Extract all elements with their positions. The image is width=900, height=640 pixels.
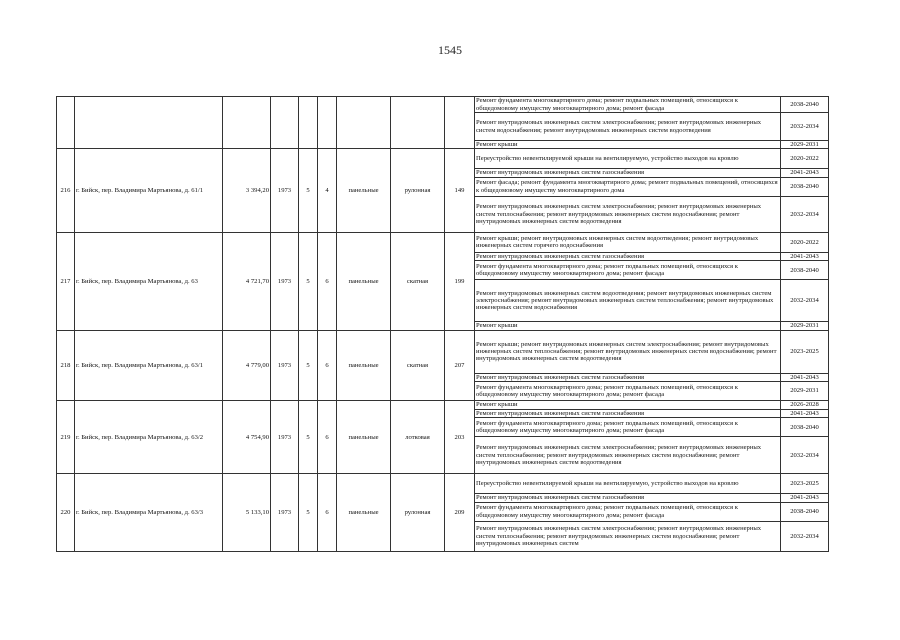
work-description: Ремонт внутридомовых инженерных систем электроснабжения; ремонт внутридомовых инженерных систем теплоснабжения; ремонт внутридомовых инженерных систем водоснабжения; ремонт внутридомовых инженерных систем водоотведения <box>475 437 781 474</box>
construction-year: 1973 <box>271 149 299 232</box>
wall-material: панельные <box>337 232 391 330</box>
empty-cell <box>337 97 391 149</box>
building-address: г. Бийск, пер. Владимира Мартьянова, д. 63/2 <box>75 401 223 474</box>
work-period: 2041-2043 <box>781 373 829 381</box>
work-period: 2032-2034 <box>781 196 829 232</box>
work-period: 2032-2034 <box>781 280 829 322</box>
table-row <box>57 401 829 410</box>
empty-cell <box>445 97 475 149</box>
empty-cell <box>391 97 445 149</box>
work-period: 2029-2031 <box>781 382 829 401</box>
roof-type: скатная <box>391 330 445 400</box>
entrance-count: 4 <box>318 149 337 232</box>
work-description: Ремонт фундамента многоквартирного дома; ремонт подвальных помещений, относящихся к общедомовому имуществу многоквартирного дома; ремонт фасада <box>475 418 781 437</box>
roof-type: скатная <box>391 232 445 330</box>
total-area: 4 721,70 <box>223 232 271 330</box>
work-period: 2020-2022 <box>781 232 829 252</box>
roof-type: рулонная <box>391 149 445 232</box>
floor-count: 5 <box>299 149 318 232</box>
empty-cell <box>271 97 299 149</box>
building-address: г. Бийск, пер. Владимира Мартьянова, д. 63/3 <box>75 474 223 551</box>
work-description: Ремонт внутридомовых инженерных систем газоснабжения <box>475 169 781 177</box>
wall-material: панельные <box>337 149 391 232</box>
construction-year: 1973 <box>271 401 299 474</box>
work-period: 2026-2028 <box>781 401 829 410</box>
wall-material: панельные <box>337 330 391 400</box>
table-row <box>57 330 829 373</box>
floor-count: 5 <box>299 330 318 400</box>
work-period: 2041-2043 <box>781 410 829 418</box>
work-period: 2038-2040 <box>781 418 829 437</box>
table-row <box>57 97 829 113</box>
empty-cell <box>57 97 75 149</box>
work-description: Переустройство невентилируемой крыши на вентилируемую, устройство выходов на кровлю <box>475 474 781 494</box>
wall-material: панельные <box>337 401 391 474</box>
work-period: 2041-2043 <box>781 494 829 502</box>
work-description: Ремонт крыши; ремонт внутридомовых инженерных систем электроснабжения; ремонт внутридомовых инженерных систем теплоснабжения; ремонт внутридомовых инженерных систем водоснабжения; ремонт внутридомовых инженерных систем водоотведения <box>475 330 781 373</box>
work-description: Ремонт фасада; ремонт фундамента многоквартирного дома; ремонт подвальных помещений, относящихся к общедомовому имуществу многоквартирного дома <box>475 177 781 196</box>
work-description: Ремонт внутридомовых инженерных систем водоотведения; ремонт внутридомовых инженерных систем электроснабжения; ремонт внутридомовых инженерных систем теплоснабжения; ремонт внутридомовых инженерных систем водоснабжения <box>475 280 781 322</box>
floor-count: 5 <box>299 232 318 330</box>
work-description: Ремонт внутридомовых инженерных систем газоснабжения <box>475 373 781 381</box>
apartment-count: 199 <box>445 232 475 330</box>
entrance-count: 6 <box>318 401 337 474</box>
building-number: 216 <box>57 149 75 232</box>
work-period: 2023-2025 <box>781 330 829 373</box>
empty-cell <box>75 97 223 149</box>
work-description: Переустройство невентилируемой крыши на вентилируемую, устройство выходов на кровлю <box>475 149 781 169</box>
work-period: 2041-2043 <box>781 252 829 260</box>
empty-cell <box>318 97 337 149</box>
construction-year: 1973 <box>271 330 299 400</box>
work-period: 2038-2040 <box>781 177 829 196</box>
total-area: 5 133,10 <box>223 474 271 551</box>
work-period: 2038-2040 <box>781 261 829 280</box>
work-description: Ремонт фундамента многоквартирного дома; ремонт подвальных помещений, относящихся к общедомовому имуществу многоквартирного дома; ремонт фасада <box>475 97 781 113</box>
floor-count: 5 <box>299 401 318 474</box>
work-period: 2020-2022 <box>781 149 829 169</box>
work-period: 2029-2031 <box>781 141 829 149</box>
total-area: 4 754,90 <box>223 401 271 474</box>
apartment-count: 209 <box>445 474 475 551</box>
construction-year: 1973 <box>271 474 299 551</box>
work-period: 2038-2040 <box>781 502 829 521</box>
entrance-count: 6 <box>318 232 337 330</box>
work-description: Ремонт крыши; ремонт внутридомовых инженерных систем водоотведения; ремонт внутридомовых инженерных систем горячего водоснабжения <box>475 232 781 252</box>
construction-year: 1973 <box>271 232 299 330</box>
work-description: Ремонт внутридомовых инженерных систем электроснабжения; ремонт внутридомовых инженерных систем теплоснабжения; ремонт внутридомовых инженерных систем водоснабжения; ремонт внутридомовых инженерных систем водоотведения <box>475 196 781 232</box>
work-description: Ремонт крыши <box>475 401 781 410</box>
work-description: Ремонт внутридомовых инженерных систем электроснабжения; ремонт внутридомовых инженерных систем водоснабжения; ремонт внутридомовых инженерных систем водоотведения <box>475 113 781 141</box>
work-description: Ремонт внутридомовых инженерных систем газоснабжения <box>475 494 781 502</box>
work-period: 2041-2043 <box>781 169 829 177</box>
table-row <box>57 232 829 252</box>
building-address: г. Бийск, пер. Владимира Мартьянова, д. 63 <box>75 232 223 330</box>
building-number: 219 <box>57 401 75 474</box>
table-row <box>57 474 829 494</box>
apartment-count: 207 <box>445 330 475 400</box>
building-address: г. Бийск, пер. Владимира Мартьянова, д. 63/1 <box>75 330 223 400</box>
apartment-count: 149 <box>445 149 475 232</box>
building-number: 218 <box>57 330 75 400</box>
apartment-count: 203 <box>445 401 475 474</box>
wall-material: панельные <box>337 474 391 551</box>
work-description: Ремонт фундамента многоквартирного дома; ремонт подвальных помещений, относящихся к общедомовому имуществу многоквартирного дома; ремонт фасада <box>475 502 781 521</box>
work-period: 2032-2034 <box>781 113 829 141</box>
total-area: 4 779,00 <box>223 330 271 400</box>
work-description: Ремонт фундамента многоквартирного дома; ремонт подвальных помещений, относящихся к общедомовому имуществу многоквартирного дома; ремонт фасада <box>475 261 781 280</box>
work-period: 2038-2040 <box>781 97 829 113</box>
page-number: 1545 <box>438 43 462 57</box>
work-description: Ремонт внутридомовых инженерных систем газоснабжения <box>475 252 781 260</box>
table-body <box>57 97 829 552</box>
work-period: 2029-2031 <box>781 322 829 330</box>
building-address: г. Бийск, пер. Владимира Мартьянова, д. 61/1 <box>75 149 223 232</box>
roof-type: лотковая <box>391 401 445 474</box>
building-number: 220 <box>57 474 75 551</box>
work-period: 2023-2025 <box>781 474 829 494</box>
roof-type: рулонная <box>391 474 445 551</box>
work-description: Ремонт крыши <box>475 141 781 149</box>
capital-repair-table <box>56 96 829 552</box>
work-period: 2032-2034 <box>781 521 829 551</box>
empty-cell <box>223 97 271 149</box>
total-area: 3 394,20 <box>223 149 271 232</box>
building-number: 217 <box>57 232 75 330</box>
work-description: Ремонт внутридомовых инженерных систем газоснабжения <box>475 410 781 418</box>
table-row <box>57 149 829 169</box>
entrance-count: 6 <box>318 474 337 551</box>
work-period: 2032-2034 <box>781 437 829 474</box>
floor-count: 5 <box>299 474 318 551</box>
work-description: Ремонт крыши <box>475 322 781 330</box>
work-description: Ремонт внутридомовых инженерных систем электроснабжения; ремонт внутридомовых инженерных систем теплоснабжения; ремонт внутридомовых инженерных систем водоснабжения; ремонт внутридомовых инженерных систем <box>475 521 781 551</box>
entrance-count: 6 <box>318 330 337 400</box>
empty-cell <box>299 97 318 149</box>
work-description: Ремонт фундамента многоквартирного дома; ремонт подвальных помещений, относящихся к общедомовому имуществу многоквартирного дома; ремонт фасада <box>475 382 781 401</box>
